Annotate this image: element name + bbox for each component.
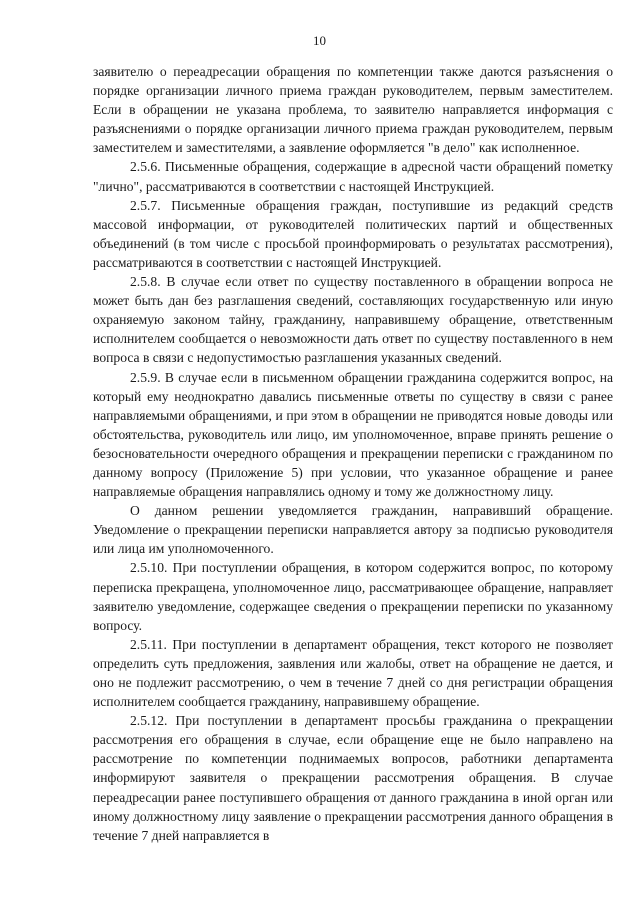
paragraph-2-5-8: 2.5.8. В случае если ответ по существу поставленного в обращении вопроса не может быть дан без разглашения сведений, составляющих государственную или иную охраняемую законом тайну, гражданину, направившему обращение, ответственным исполнителем сообщается о невозможности дать ответ по существу поставленного в нем вопроса в связи с недопустимостью разглашения указанных сведений. xyxy=(93,274,613,366)
page-number: 10 xyxy=(313,33,326,48)
paragraph-2-5-10: 2.5.10. При поступлении обращения, в котором содержится вопрос, по которому переписка прекращена, уполномоченное лицо, рассматривающее обращение, направляет заявителю уведомление, содержащее сведения о прекращении переписки по указанному вопросу. xyxy=(93,560,613,633)
paragraph-decision-notice: О данном решении уведомляется гражданин, направивший обращение. Уведомление о прекращении переписки направляется автору за подписью руководителя или лица им уполномоченного. xyxy=(93,503,613,557)
paragraph-2-5-6: 2.5.6. Письменные обращения, содержащие в адресной части обращений пометку "лично", рассматриваются в соответствии с настоящей Инструкцией. xyxy=(93,159,613,194)
paragraph-2-5-7: 2.5.7. Письменные обращения граждан, поступившие из редакций средств массовой информации, от руководителей политических партий и общественных объединений (в том числе с просьбой проинформировать о результатах рассмотрения), рассматриваются в соответствии с настоящей Инструкцией. xyxy=(93,197,613,270)
paragraph-2-5-11: 2.5.11. При поступлении в департамент обращения, текст которого не позволяет определить суть предложения, заявления или жалобы, ответ на обращение не дается, и оно не подлежит рассмотрению, о чем в течение 7 дней со дня регистрации обращения исполнителем сообщается гражданину, направившему обращение. xyxy=(93,636,613,710)
paragraph-2-5-12: 2.5.12. При поступлении в департамент просьбы гражданина о прекращении рассмотрения его обращения в случае, если обращение еще не было направлено на рассмотрение по компетенции поднимаемых вопросов, работники департамента информируют заявителя о прекращении рассмотрения обращения. В случае переадресации ранее поступившего обращения от данного гражданина в иной орган или иному должностному лицу заявление о прекращении рассмотрения данного обращения в течение 7 дней направляется в xyxy=(93,713,613,843)
document-body xyxy=(93,62,613,845)
paragraph-continuation: заявителю о переадресации обращения по компетенции также даются разъяснения о порядке организации личного приема граждан руководителем, первым заместителем. Если в обращении не указана проблема, то заявителю направляется информация с разъяснениями о порядке организации личного приема граждан руководителем, первым заместителем и заместителями, а заявление оформляется "в дело" как исполненное. xyxy=(93,64,613,156)
paragraph-2-5-9: 2.5.9. В случае если в письменном обращении гражданина содержится вопрос, на который ему неоднократно давались письменные ответы по существу в связи с ранее направляемыми обращениями, и при этом в обращении не приводятся новые доводы или обстоятельства, руководитель или лицо, им уполномоченное, вправе принять решение о безосновательности очередного обращения и прекращении переписки с гражданином по данному вопросу (Приложение 5) при условии, что указанное обращение и ранее направляемые обращения направлялись одному и тому же должностному лицу. xyxy=(93,369,613,500)
